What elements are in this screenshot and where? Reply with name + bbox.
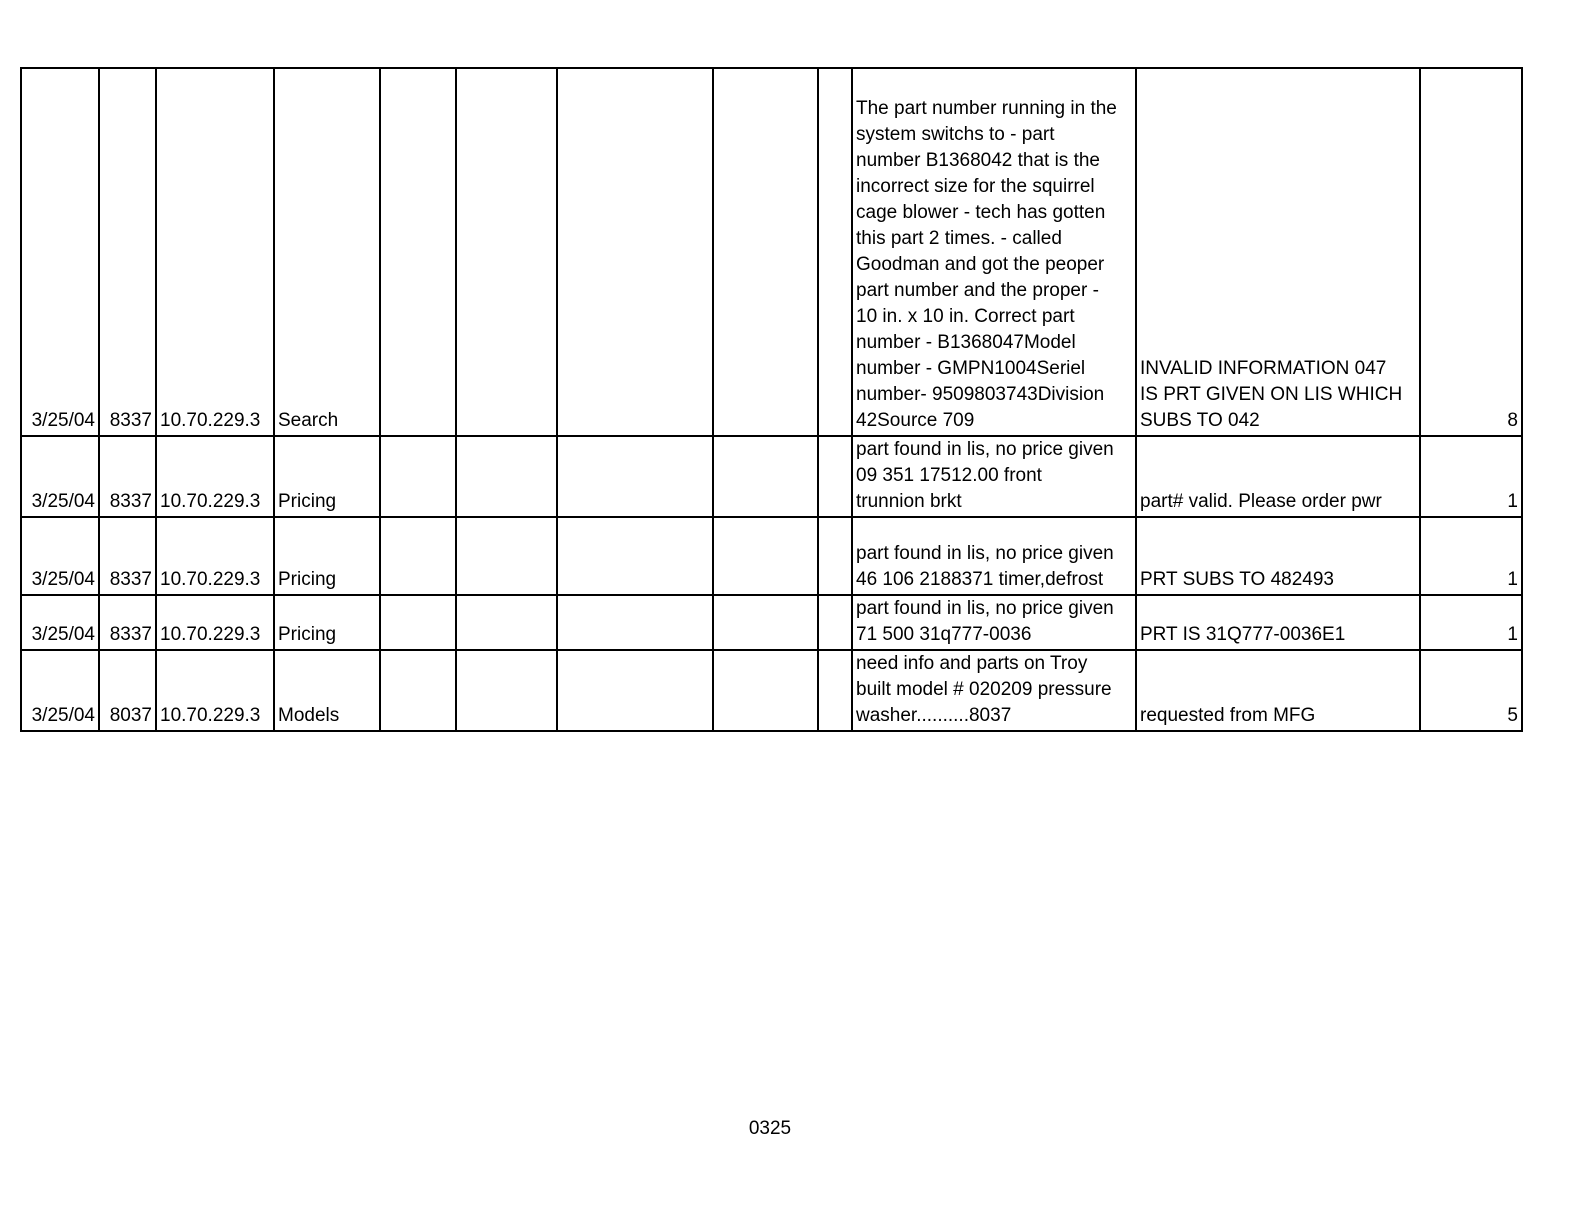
empty-cell <box>557 68 713 436</box>
description-cell: part found in lis, no price given 46 106 2188371 timer,defrost <box>852 517 1136 595</box>
empty-cell <box>713 517 818 595</box>
table-row <box>21 517 1522 595</box>
table-row <box>21 436 1522 517</box>
empty-cell <box>380 650 456 731</box>
ip-address-cell: 10.70.229.3 <box>156 595 274 650</box>
ip-address-cell: 10.70.229.3 <box>156 650 274 731</box>
ip-address-cell: 10.70.229.3 <box>156 436 274 517</box>
response-cell: PRT IS 31Q777-0036E1 <box>1136 595 1420 650</box>
empty-cell <box>818 436 852 517</box>
ip-address-cell: 10.70.229.3 <box>156 517 274 595</box>
date-cell: 3/25/04 <box>21 68 99 436</box>
empty-cell <box>713 68 818 436</box>
id-cell: 8337 <box>99 517 156 595</box>
count-cell: 5 <box>1420 650 1522 731</box>
response-cell: INVALID INFORMATION 047 IS PRT GIVEN ON LIS WHICH SUBS TO 042 <box>1136 68 1420 436</box>
empty-cell <box>380 517 456 595</box>
category-cell: Pricing <box>274 517 380 595</box>
table-row <box>21 595 1522 650</box>
empty-cell <box>818 595 852 650</box>
empty-cell <box>380 436 456 517</box>
empty-cell <box>456 68 557 436</box>
category-cell: Pricing <box>274 436 380 517</box>
empty-cell <box>456 650 557 731</box>
id-cell: 8037 <box>99 650 156 731</box>
empty-cell <box>818 517 852 595</box>
empty-cell <box>557 436 713 517</box>
description-cell: part found in lis, no price given 09 351 17512.00 front trunnion brkt <box>852 436 1136 517</box>
empty-cell <box>818 650 852 731</box>
empty-cell <box>456 595 557 650</box>
empty-cell <box>456 436 557 517</box>
description-cell: need info and parts on Troy built model # 020209 pressure washer..........8037 <box>852 650 1136 731</box>
id-cell: 8337 <box>99 68 156 436</box>
id-cell: 8337 <box>99 436 156 517</box>
table-row <box>21 650 1522 731</box>
empty-cell <box>557 595 713 650</box>
empty-cell <box>456 517 557 595</box>
date-cell: 3/25/04 <box>21 650 99 731</box>
category-cell: Models <box>274 650 380 731</box>
count-cell: 1 <box>1420 595 1522 650</box>
count-cell: 1 <box>1420 436 1522 517</box>
table-row <box>21 68 1522 436</box>
description-cell: The part number running in the system switchs to - part number B1368042 that is the incorrect size for the squirrel cage blower - tech has gotten this part 2 times. - called Goodman and got the peoper part number and the proper - 10 in. x 10 in. Correct part number - B1368047Model number - GMPN1004Seriel number- 9509803743Division 42Source 709 <box>852 68 1136 436</box>
empty-cell <box>557 517 713 595</box>
response-cell: requested from MFG <box>1136 650 1420 731</box>
category-cell: Search <box>274 68 380 436</box>
empty-cell <box>380 595 456 650</box>
count-cell: 8 <box>1420 68 1522 436</box>
category-cell: Pricing <box>274 595 380 650</box>
count-cell: 1 <box>1420 517 1522 595</box>
id-cell: 8337 <box>99 595 156 650</box>
page-number: 0325 <box>748 1118 792 1139</box>
empty-cell <box>713 650 818 731</box>
empty-cell <box>557 650 713 731</box>
empty-cell <box>713 436 818 517</box>
date-cell: 3/25/04 <box>21 595 99 650</box>
empty-cell <box>380 68 456 436</box>
description-cell: part found in lis, no price given 71 500 31q777-0036 <box>852 595 1136 650</box>
support-log-table <box>20 67 1523 732</box>
date-cell: 3/25/04 <box>21 436 99 517</box>
empty-cell <box>818 68 852 436</box>
date-cell: 3/25/04 <box>21 517 99 595</box>
ip-address-cell: 10.70.229.3 <box>156 68 274 436</box>
empty-cell <box>713 595 818 650</box>
response-cell: part# valid. Please order pwr <box>1136 436 1420 517</box>
response-cell: PRT SUBS TO 482493 <box>1136 517 1420 595</box>
